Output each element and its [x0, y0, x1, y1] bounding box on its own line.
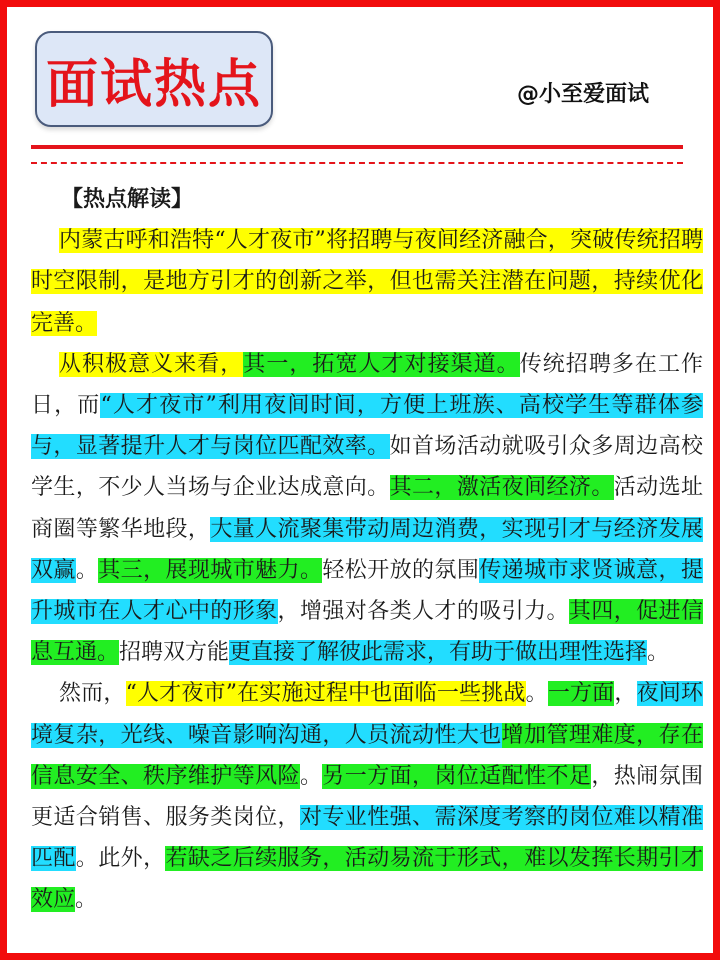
highlighted-text: 其二，激活夜间经济。 [389, 475, 614, 501]
highlighted-text: 对专业性强、需深度考察的岗位难以精准匹配 [31, 805, 703, 872]
body-text: ，增强对各类人才的吸引力。 [277, 599, 569, 625]
highlighted-text: “人才夜市”在实施过程中也面临一些挑战 [125, 681, 526, 707]
highlighted-text: 一方面 [547, 681, 615, 707]
body-text: 活动选址商圈等繁华地段， [31, 475, 703, 542]
divider-solid [31, 145, 683, 149]
body-text: 传统招聘多在工作日，而 [31, 351, 703, 419]
body-text: 。 [299, 763, 323, 789]
body-text: ， [614, 681, 637, 707]
body-text: 如首场活动就吸引众多周边高校学生，不少人当场与企业达成意向。 [31, 434, 703, 501]
highlighted-text: 传递城市求贤诚意，提升城市在人才心中的形象 [31, 557, 703, 625]
body-text: ，热闹氛围更适合销售、服务类岗位， [31, 763, 703, 831]
paragraph [31, 220, 703, 344]
highlighted-text: 其三，展现城市魅力。 [98, 557, 323, 583]
body-text: 然而， [59, 681, 126, 707]
divider-dashed [31, 162, 683, 164]
body-text: 。 [525, 681, 548, 707]
page-title: 面试热点 [45, 54, 262, 115]
body-text: 。此外， [75, 846, 166, 872]
author-handle: @小至爱面试 [517, 82, 650, 107]
body-text: 。 [647, 640, 670, 666]
body-text: 轻松开放的氛围 [322, 557, 480, 583]
highlighted-text: 更直接了解彼此需求，有助于做出理性选择 [229, 640, 648, 666]
body-text: 。 [75, 557, 99, 583]
title-badge [35, 31, 273, 127]
highlighted-text: 其一，拓宽人才对接渠道。 [243, 351, 520, 377]
highlighted-text: 增加管理难度，存在信息安全、秩序维护等风险 [31, 722, 703, 789]
highlighted-text: 大量人流聚集带动周边消费，实现引才与经济发展双赢 [31, 516, 703, 583]
highlighted-text: 夜间环境复杂，光线、噪音影响沟通，人员流动性大也 [31, 681, 703, 748]
highlighted-text: 内蒙古呼和浩特“人才夜市”将招聘与夜间经济融合，突破传统招聘时空限制，是地方引才的创新之举，但也需关注潜在问题，持续优化完善。 [31, 228, 703, 336]
article-body [31, 179, 703, 921]
highlighted-text: 另一方面，岗位适配性不足 [322, 763, 592, 789]
body-text: 。 [75, 887, 98, 913]
section-title: 【热点解读】 [61, 186, 194, 212]
highlighted-text: 从积极意义来看， [59, 351, 244, 377]
highlighted-text: 若缺乏后续服务，活动易流于形式，难以发挥长期引才效应 [31, 846, 703, 913]
body-text: 招聘双方能 [119, 640, 230, 666]
highlighted-text: “人才夜市”利用夜间时间，方便上班族、高校学生等群体参与，显著提升人才与岗位匹配效率。 [31, 393, 703, 460]
highlighted-text: 其四，促进信息互通。 [31, 599, 703, 666]
paragraph-list [31, 220, 703, 920]
paragraph [31, 673, 703, 920]
paragraph [31, 344, 703, 674]
